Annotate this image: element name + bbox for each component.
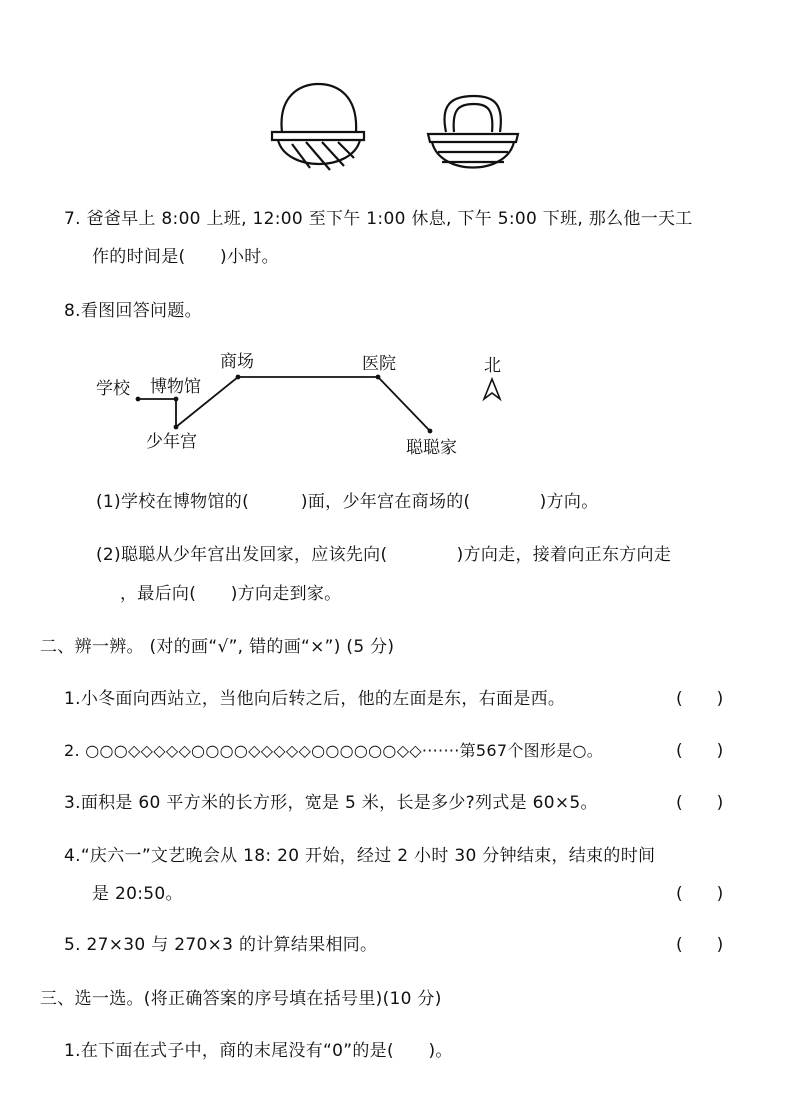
school-point — [136, 397, 141, 402]
basket-with-lid-icon — [272, 84, 364, 170]
home-label: 聪聪家 — [406, 438, 457, 458]
mall-point — [236, 375, 241, 380]
section-2-item-2: 2. ○○○◇◇◇◇◇○○○○◇◇◇◇◇○○○○○○◇◇·······第567个图形是○。 — [64, 741, 604, 760]
basket-illustrations — [0, 0, 790, 180]
question-8-title: 8.看图回答问题。 — [64, 301, 202, 321]
section-2-item-1: 1.小冬面向西站立，当他向后转之后，他的左面是东，右面是西。 — [64, 689, 566, 709]
mall-label: 商场 — [220, 352, 254, 372]
basket-with-handle-icon — [428, 96, 518, 168]
section-2-item-5: 5. 27×30 与 270×3 的计算结果相同。 — [64, 935, 378, 955]
section-2-item-4-line-1: 4.“庆六一”文艺晚会从 18: 20 开始，经过 2 小时 30 分钟结束，结束的时间 — [64, 846, 656, 866]
north-label: 北 — [484, 356, 501, 376]
section-2-item-4-line-2: 是 20:50。 — [92, 884, 183, 904]
youth-palace-label: 少年宫 — [146, 432, 197, 452]
section-3-question-1: 1.在下面在式子中，商的末尾没有“0”的是( )。 — [64, 1041, 453, 1061]
answer-paren-1[interactable]: ( ) — [676, 689, 724, 709]
answer-paren-2[interactable]: ( ) — [676, 741, 724, 761]
question-7-line-1: 7. 爸爸早上 8:00 上班, 12:00 至下午 1:00 休息, 下午 5:00 下班, 那么他一天工 — [64, 209, 693, 229]
hospital-point — [376, 375, 381, 380]
answer-paren-5[interactable]: ( ) — [676, 935, 724, 955]
hospital-label: 医院 — [362, 354, 396, 374]
question-8-part-2-line-2: ，最后向( )方向走到家。 — [120, 584, 342, 604]
answer-paren-4[interactable]: ( ) — [676, 884, 724, 904]
question-8-part-1: (1)学校在博物馆的( )面，少年宫在商场的( )方向。 — [96, 492, 599, 512]
route-map — [0, 345, 790, 465]
section-3-heading: 三、选一选。(将正确答案的序号填在括号里)(10 分) — [40, 989, 442, 1009]
youth-palace-point — [174, 425, 179, 430]
section-2-item-3: 3.面积是 60 平方米的长方形，宽是 5 米，长是多少?列式是 60×5。 — [64, 793, 598, 813]
museum-point — [174, 397, 179, 402]
home-point — [428, 429, 433, 434]
north-arrow-icon — [484, 379, 500, 399]
question-7-line-2: 作的时间是( )小时。 — [92, 247, 279, 267]
question-8-part-2-line-1: (2)聪聪从少年宫出发回家，应该先向( )方向走，接着向正东方向走 — [96, 545, 672, 565]
museum-label: 博物馆 — [150, 377, 201, 397]
section-2-heading: 二、辨一辨。 (对的画“√”, 错的画“×”) (5 分) — [40, 637, 395, 657]
answer-paren-3[interactable]: ( ) — [676, 793, 724, 813]
school-label: 学校 — [96, 379, 130, 399]
